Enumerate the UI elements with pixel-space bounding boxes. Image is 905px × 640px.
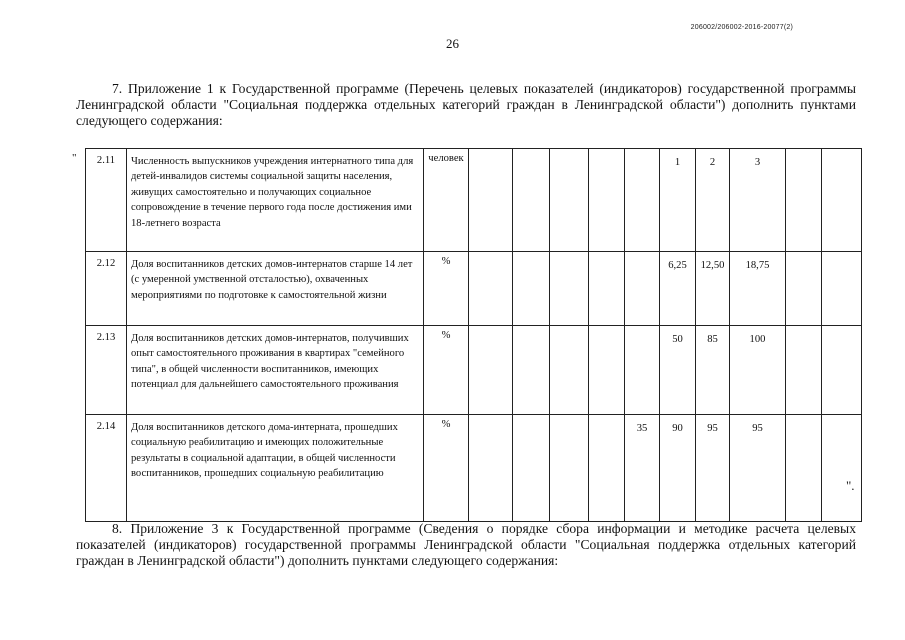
paragraph-7 [76,81,856,129]
indicator-name: Доля воспитанников детских домов-интернатов, получивших опыт самостоятельного проживания в квартирах "семейного типа", в общей численности воспитанников, имеющих потенциал для дальнейшего самостоятельного проживания [127,326,424,415]
value-cell [625,326,660,415]
value-cell: 35 [625,415,660,522]
paragraph-7-text: 7. Приложение 1 к Государственной программе (Перечень целевых показателей (индикаторов) государственной программы Ленинградской области "Социальная поддержка отдельных категорий граждан в Ленинградской области") дополнить пунктами следующего содержания: [76,81,856,128]
value-cell [822,326,862,415]
value-cell: 100 [730,326,786,415]
value-cell [589,252,625,326]
value-cell [469,252,513,326]
value-cell [625,252,660,326]
value-cell: 1 [660,149,696,252]
paragraph-8-text: 8. Приложение 3 к Государственной программе (Сведения о порядке сбора информации и методике расчета целевых показателей (индикаторов) государственной программы Ленинградской области "Социальная поддержка отдельных категорий граждан в Ленинградской области") дополнить пунктами следующего содержания: [76,521,856,568]
value-cell: 95 [730,415,786,522]
row-number: 2.14 [86,415,127,522]
value-cell [822,415,862,522]
value-cell: 2 [696,149,730,252]
value-cell: 6,25 [660,252,696,326]
value-cell [589,326,625,415]
value-cell [513,326,550,415]
value-cell [786,326,822,415]
indicator-name: Доля воспитанников детских домов-интернатов старше 14 лет (с умеренной умственной отсталостью), охваченных мероприятиями по подготовке к самостоятельной жизни [127,252,424,326]
value-cell [550,415,589,522]
value-cell: 18,75 [730,252,786,326]
value-cell: 90 [660,415,696,522]
value-cell [786,415,822,522]
row-number: 2.11 [86,149,127,252]
indicators-table [85,148,862,522]
unit-cell: % [424,326,469,415]
table-row [86,252,862,326]
value-cell [786,252,822,326]
unit-cell: человек [424,149,469,252]
value-cell [550,149,589,252]
value-cell [469,149,513,252]
value-cell [550,252,589,326]
value-cell [513,415,550,522]
row-number: 2.12 [86,252,127,326]
table-row [86,326,862,415]
value-cell [822,252,862,326]
value-cell [625,149,660,252]
value-cell [513,149,550,252]
closing-quote: ". [846,478,855,493]
unit-cell: % [424,252,469,326]
unit-cell: % [424,415,469,522]
page-number: 26 [446,36,459,51]
value-cell: 50 [660,326,696,415]
table-row [86,149,862,252]
paragraph-8 [76,521,856,569]
value-cell [786,149,822,252]
indicator-name: Доля воспитанников детского дома-интерната, прошедших социальную реабилитацию и имеющих положительные результаты в социальной адаптации, в общей численности воспитанников, прошедших социальную реабилитацию [127,415,424,522]
value-cell [550,326,589,415]
table-row [86,415,862,522]
value-cell [822,149,862,252]
value-cell [589,149,625,252]
value-cell [589,415,625,522]
opening-quote: " [72,152,77,164]
value-cell: 85 [696,326,730,415]
value-cell [469,326,513,415]
row-number: 2.13 [86,326,127,415]
document-id: 206002/206002-2016-20077(2) [690,24,793,31]
value-cell [513,252,550,326]
value-cell [469,415,513,522]
value-cell: 95 [696,415,730,522]
value-cell: 3 [730,149,786,252]
indicator-name: Численность выпускников учреждения интернатного типа для детей-инвалидов системы социальной защиты населения, живущих самостоятельно и получающих социальное сопровождение в течение первого года после достижения ими 18-летнего возраста [127,149,424,252]
value-cell: 12,50 [696,252,730,326]
